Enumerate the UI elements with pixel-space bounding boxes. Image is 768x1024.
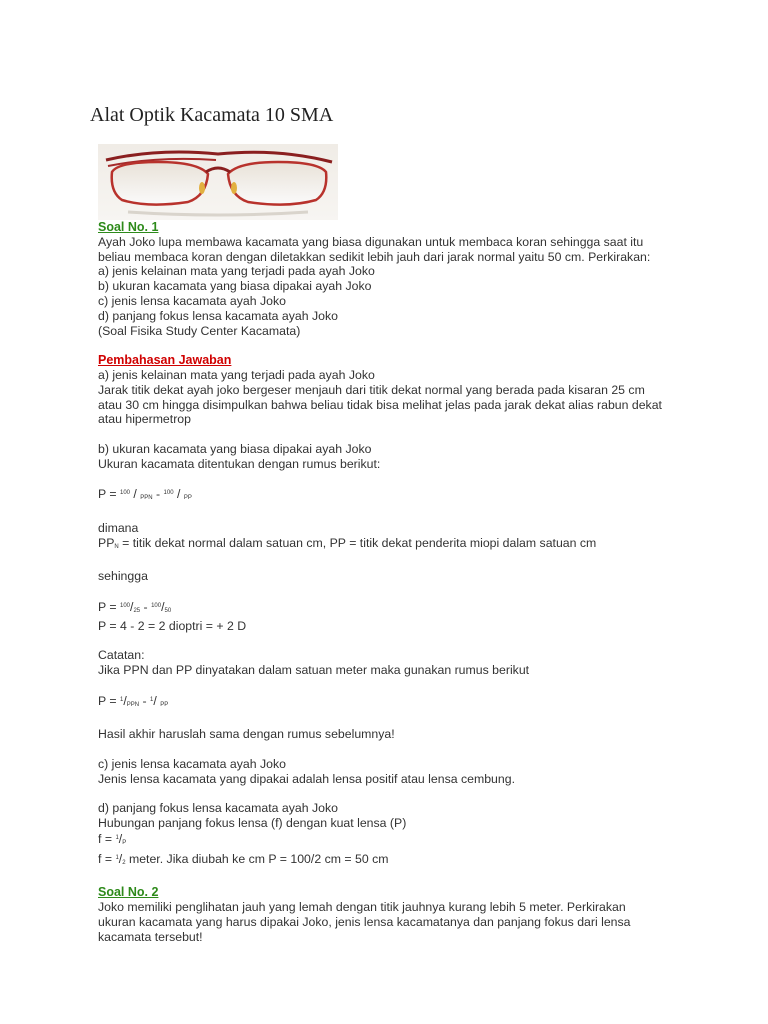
answer-a-line: Jarak titik dekat ayah joko bergeser menjauh dari titik dekat normal yang berada pada kisaran 25 cm bbox=[98, 382, 645, 397]
soal-2-heading[interactable]: Soal No. 2 bbox=[98, 885, 159, 900]
focal-formula: $f = ^1/_P$ bbox=[98, 831, 127, 846]
soal-2-line: Joko memiliki penglihatan jauh yang lemah dengan titik jauhnya kurang lebih 5 meter. Perkirakan bbox=[98, 900, 626, 915]
soal-1-line: c) jenis lensa kacamata ayah Joko bbox=[98, 293, 286, 308]
focal-value: $f = ^1/_2$ meter. Jika diubah ke cm P = 100/2 cm = 50 cm bbox=[98, 851, 389, 866]
formula-meter: $P = ^1/_{PPN} - ^1/$ $_{PP}$ bbox=[98, 693, 169, 708]
ppn-definition: $PP_N$ = titik dekat normal dalam satuan cm, PP = titik dekat penderita miopi dalam satuan cm bbox=[98, 535, 597, 550]
soal-1-line: Ayah Joko lupa membawa kacamata yang biasa digunakan untuk membaca koran sehingga saat itu bbox=[98, 234, 644, 249]
answer-a-line: atau hipermetrop bbox=[98, 412, 191, 427]
catatan-text: Jika PPN dan PP dinyatakan dalam satuan meter maka gunakan rumus berikut bbox=[98, 663, 530, 678]
answer-d-line: d) panjang fokus lensa kacamata ayah Joko bbox=[98, 801, 338, 816]
answer-d-line: Hubungan panjang fokus lensa (f) dengan kuat lensa (P) bbox=[98, 816, 407, 831]
answer-b-line: Ukuran kacamata ditentukan dengan rumus berikut: bbox=[98, 456, 381, 471]
soal-1-heading[interactable]: Soal No. 1 bbox=[98, 220, 159, 234]
soal-1-line: beliau membaca koran dengan diletakkan sedikit lebih jauh dari jarak normal yaitu 50 cm. Perkirakan: bbox=[98, 249, 651, 264]
formula-power: P = $^{100}$ / $_{PPN}$ - $^{100}$ / $_{PP}$ bbox=[98, 487, 192, 502]
sehingga-label: sehingga bbox=[98, 569, 148, 584]
catatan-label: Catatan: bbox=[98, 648, 145, 663]
answer-c-line: Jenis lensa kacamata yang dipakai adalah lensa positif atau lensa cembung. bbox=[98, 771, 515, 786]
article-body bbox=[98, 220, 688, 944]
soal-2-line: kacamata tersebut! bbox=[98, 929, 203, 944]
answer-a-line: a) jenis kelainan mata yang terjadi pada ayah Joko bbox=[98, 367, 375, 382]
hasil-note: Hasil akhir haruslah sama dengan rumus sebelumnya! bbox=[98, 727, 395, 742]
page-title: Alat Optik Kacamata 10 SMA bbox=[90, 104, 334, 126]
soal-1-line: d) panjang fokus lensa kacamata ayah Joko bbox=[98, 308, 338, 323]
dimana-label: dimana bbox=[98, 520, 139, 535]
eyeglasses-icon bbox=[98, 144, 338, 220]
soal-1-line: a) jenis kelainan mata yang terjadi pada ayah Joko bbox=[98, 264, 375, 279]
answer-b-line: b) ukuran kacamata yang biasa dipakai ayah Joko bbox=[98, 441, 372, 456]
answer-c-line: c) jenis lensa kacamata ayah Joko bbox=[98, 756, 286, 771]
power-result: P = 4 - 2 = 2 dioptri = + 2 D bbox=[98, 618, 247, 633]
pembahasan-heading[interactable]: Pembahasan Jawaban bbox=[98, 353, 232, 368]
formula-substituted: $P = ^{100}/_{25} - ^{100}/_{50}$ bbox=[98, 599, 172, 614]
soal-1-line: b) ukuran kacamata yang biasa dipakai ayah Joko bbox=[98, 279, 372, 294]
eyeglasses-photo bbox=[98, 144, 338, 220]
answer-a-line: atau 30 cm hingga disimpulkan bahwa beliau tidak bisa melihat jelas pada jarak dekat alias rabun dekat bbox=[98, 397, 662, 412]
soal-2-line: ukuran kacamata yang harus dipakai Joko, jenis lensa kacamatanya dan panjang fokus dari lensa bbox=[98, 914, 631, 929]
soal-1-line: (Soal Fisika Study Center Kacamata) bbox=[98, 323, 301, 338]
